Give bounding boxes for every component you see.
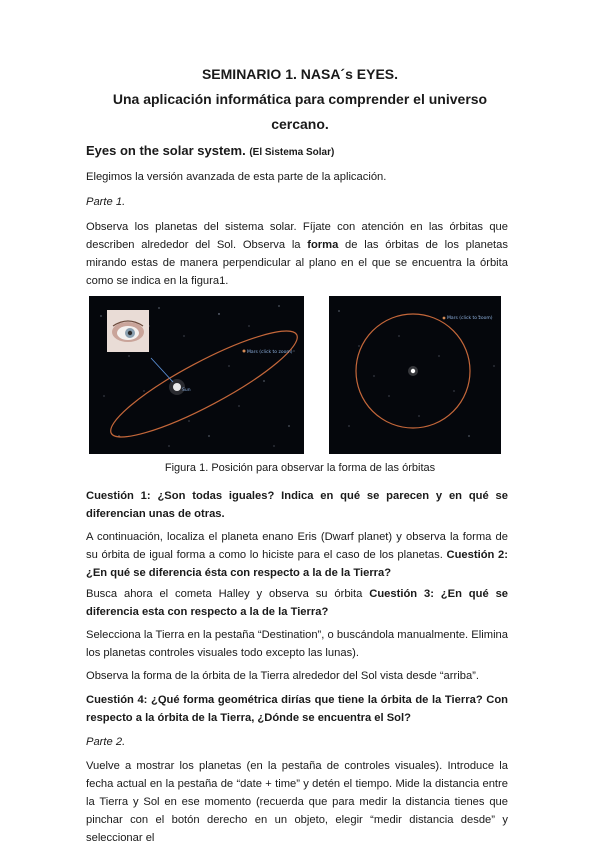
parte-2-label: Parte 2. xyxy=(86,736,126,748)
title-line-3: cercano. xyxy=(271,116,329,132)
eris-text: A continuación, localiza el planeta enano Eris (Dwarf planet) y observa la forma de su órbita de igual forma a como lo hiciste para el caso de los planetas. xyxy=(86,531,508,561)
figure-right-planet-label: Mars (click to zoom) xyxy=(447,316,493,321)
section-heading xyxy=(86,143,334,158)
parte-1-text: Observa los planetas del sistema solar. Fíjate con atención en las órbitas que describen alrededor del Sol. Observa la xyxy=(86,221,508,251)
section-heading-main: Eyes on the solar system. xyxy=(86,143,246,158)
halley-paragraph xyxy=(86,585,508,621)
figure-right-svg xyxy=(329,296,501,454)
parte-1-paragraph xyxy=(86,218,508,290)
halley-text: Busca ahora el cometa Halley y observa su órbita xyxy=(86,588,370,600)
figure-right-image xyxy=(329,296,501,454)
eris-paragraph xyxy=(86,528,508,582)
parte-1-label: Parte 1. xyxy=(86,196,126,208)
cuestion-4 xyxy=(86,691,508,727)
figure-caption: Figura 1. Posición para observar la forma de las órbitas xyxy=(164,462,436,474)
title-line-2: Una aplicación informática para comprender el universo xyxy=(112,91,488,107)
title-line-1: SEMINARIO 1. NASA´s EYES. xyxy=(201,66,399,82)
cuestion-1-text: Cuestión 1: ¿Son todas iguales? Indica en qué se parecen y en qué se diferencian unas de otras. xyxy=(86,490,508,520)
section-heading-sub: (El Sistema Solar) xyxy=(249,147,335,158)
figure-left-sun-label: Sun xyxy=(182,388,191,393)
parte-1-text-2: de las órbitas de los planetas mirando estas de manera perpendicular al plano en el que se encuentra la órbita como se indica en la figura1. xyxy=(86,239,508,287)
cuestion-3-text: Cuestión 3: ¿En qué se diferencia esta con respecto a la de la Tierra? xyxy=(86,588,509,618)
cuestion-4-text: Cuestión 4: ¿Qué forma geométrica dirías que tiene la órbita de la Tierra? Con respecto a la órbita de la Tierra, ¿Dónde se encuentra el Sol? xyxy=(86,694,508,724)
parte-2-paragraph: Vuelve a mostrar los planetas (en la pestaña de controles visuales). Introduce la fecha actual en la pestaña de “date + time” y detén el tiempo. Mide la distancia entre la Tierra y Sol en ese momento (recuerda que para medir la distancia tienes que pinchar con el botón derecho en un objeto, elegir “medir distancia desde” y seleccionar el xyxy=(86,760,508,844)
observa-paragraph: Observa la forma de la órbita de la Tierra alrededor del Sol vista desde “arriba”. xyxy=(86,670,479,682)
intro-paragraph: Elegimos la versión avanzada de esta parte de la aplicación. xyxy=(86,171,387,183)
figure-left-planet-label: Mars (click to zoom) xyxy=(247,350,293,355)
tierra-paragraph: Selecciona la Tierra en la pestaña “Destination”, o buscándola manualmente. Elimina los planetas controles visuales todo excepto las lunas). xyxy=(86,629,508,659)
cuestion-1 xyxy=(86,487,508,523)
parte-1-bold-word: forma xyxy=(307,239,339,251)
figure-left-image xyxy=(89,296,304,454)
figure-left-svg xyxy=(89,296,304,454)
cuestion-2-text: Cuestión 2: ¿En qué se diferencia ésta con respecto a la de la Tierra? xyxy=(86,549,508,579)
